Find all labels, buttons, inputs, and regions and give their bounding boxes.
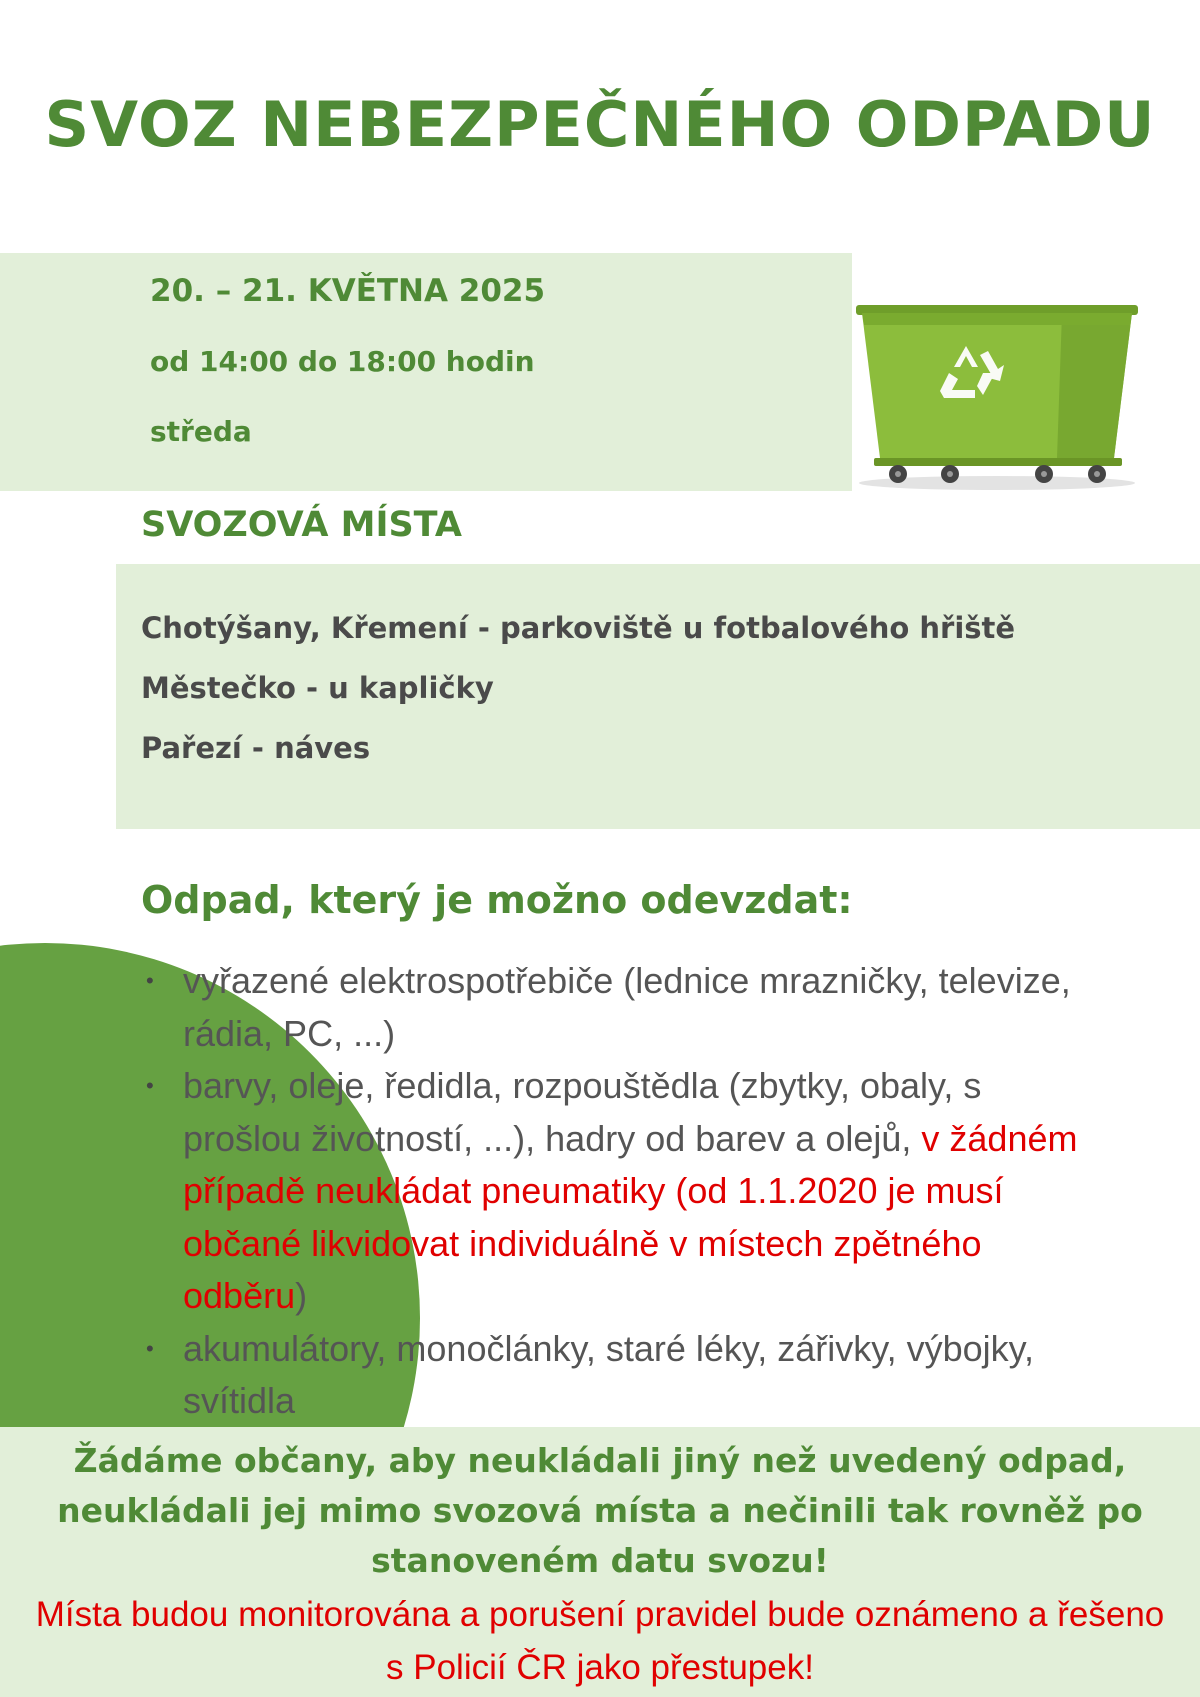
waste-item-text: vyřazené elektrospotřebiče (lednice mrazničky, televize, rádia, PC, ...) [183,960,1071,1054]
waste-item-text: akumulátory, monočlánky, staré léky, zářivky, výbojky, svítidla [183,1327,1034,1421]
bullet-icon: • [146,1335,154,1361]
collection-points-heading: SVOZOVÁ MÍSTA [141,505,462,545]
waste-item-text: barvy, oleje, ředidla, rozpouštědla (zbytky, obaly, s prošlou životností, ...), hadry od barev a olejů, [183,1065,982,1159]
collection-time: od 14:00 do 18:00 hodin [150,345,535,378]
list-item [140,955,1100,1060]
citizen-appeal: Žádáme občany, aby neukládali jiný než uvedený odpad, neukládali jej mimo svozová místa a nečinili tak rovněž po stanoveném datu svozu! [57,1441,1143,1580]
page-title: SVOZ NEBEZPEČNÉHO ODPADU [44,88,1156,161]
list-item [140,1323,1100,1428]
collection-point: Pařezí - náves [141,731,371,765]
bullet-icon: • [146,968,154,993]
bullet-icon: • [146,1073,154,1098]
accepted-waste-list [140,955,1100,1428]
waste-item-suffix: ) [295,1275,308,1316]
schedule-panel [0,253,852,491]
list-item [140,1060,1100,1323]
collection-point: Chotýšany, Křemení - parkoviště u fotbalového hřiště [141,611,1016,645]
collection-point: Městečko - u kapličky [141,671,494,705]
accepted-waste-heading: Odpad, který je možno odevzdat: [141,878,853,922]
tire-warning-text: v žádném případě neukládat pneumatiky (od 1.1.2020 je musí občané likvidovat individuálně v místech zpětného odběru [183,1117,1078,1316]
police-warning: Místa budou monitorována a porušení pravidel bude oznámeno a řešeno s Policií ČR jako přestupek! [35,1595,1165,1687]
collection-date: 20. – 21. KVĚTNA 2025 [150,273,546,309]
collection-day: středa [150,415,252,448]
recycling-bin-icon [852,255,1142,495]
